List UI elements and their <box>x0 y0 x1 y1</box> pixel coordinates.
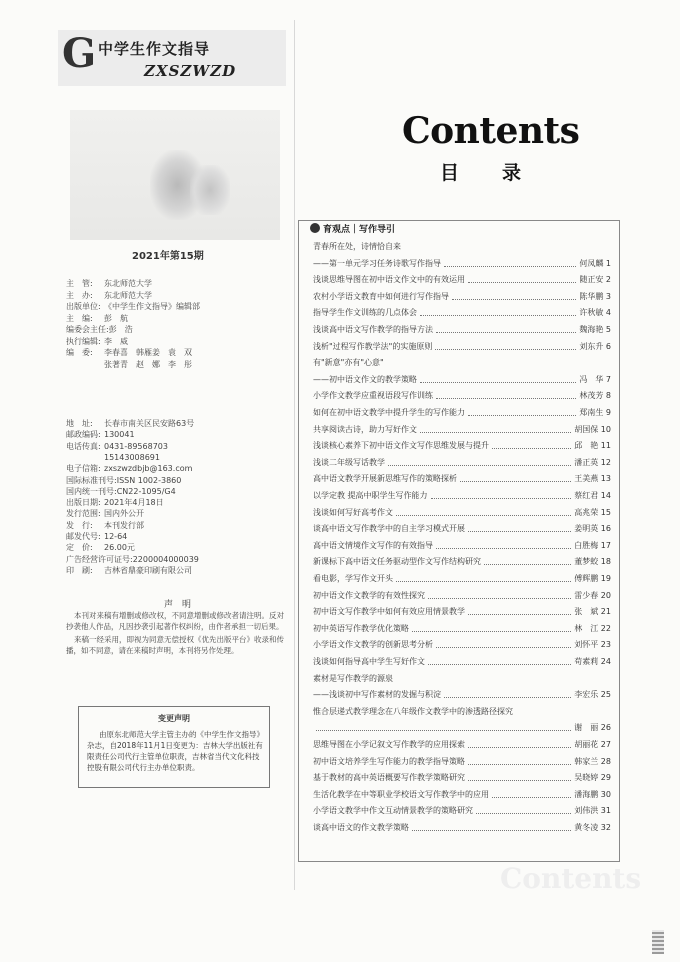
toc-entry-author-page: 黄冬凌 32 <box>574 823 611 832</box>
publish-label: 印 刷: <box>66 565 93 575</box>
publish-value: 15143008691 <box>104 452 160 462</box>
toc-leader-dots <box>460 481 571 482</box>
publish-value: 130041 <box>104 430 135 440</box>
credit-value: 彭 航 <box>104 313 128 323</box>
toc-entry-author-page: 董梦蛟 18 <box>574 557 611 567</box>
toc-entry-title: 浅谈如何写好高考作文 <box>313 507 393 517</box>
toc-entry-author-page: 林茂芳 8 <box>579 391 611 401</box>
toc-entry-author-page: 何凤麟 1 <box>579 258 611 268</box>
credit-row <box>66 278 152 289</box>
toc-entry <box>313 639 611 651</box>
toc-leader-dots <box>396 515 571 516</box>
toc-entry-title: 高中语文教学开展新思维写作的策略探析 <box>313 474 457 484</box>
toc-entry <box>313 606 611 618</box>
toc-entry <box>313 590 611 602</box>
publish-value: 0431-89568703 <box>104 441 168 451</box>
credit-value: 彭 浩 <box>108 325 133 334</box>
toc-entry-author-page: 苟素莉 24 <box>574 657 611 666</box>
toc-leader-dots <box>484 564 571 565</box>
toc-leader-dots <box>420 315 576 316</box>
toc-leader-dots <box>431 498 571 499</box>
publish-row <box>66 475 181 486</box>
toc-entry <box>313 241 611 253</box>
publish-label: 电话传真: <box>66 441 101 451</box>
toc-leader-dots <box>468 747 571 748</box>
toc-entry-author-page: 刘东升 6 <box>579 341 611 351</box>
section-badge-icon <box>310 223 320 233</box>
toc-entry-author-page: 林 江 22 <box>574 623 611 633</box>
toc-entry-title: 惟合层递式教学理念在八年级作文教学中的渗透路径探究 <box>313 706 513 716</box>
toc-leader-dots <box>396 581 571 582</box>
notice-paragraph: 来稿一经采用，即视为同意无偿授权《优先出版平台》收录和传播，如不同意，请在来稿时声明，本刊将另作处理。 <box>66 635 284 655</box>
toc-entry-title: 新课标下高中语文任务驱动型作文写作结构研究 <box>313 557 481 567</box>
toc-entry-title: 谈高中语文写作教学中的自主学习模式开展 <box>313 524 465 534</box>
toc-entry <box>313 291 611 303</box>
toc-leader-dots <box>468 614 571 615</box>
publish-value: 本刊发行部 <box>104 520 144 530</box>
toc-entry-author-page: 王美燕 13 <box>574 474 611 484</box>
toc-entry-author-page: 李宏乐 25 <box>574 690 611 700</box>
toc-entry-author-page: 刘伟洪 31 <box>574 806 611 816</box>
toc-entry-author-page: 刘怀平 23 <box>574 640 611 650</box>
toc-leader-dots <box>435 349 576 350</box>
credit-row <box>66 324 133 335</box>
publish-label: 出版日期: <box>66 498 101 508</box>
publish-label: 发 行: <box>66 520 93 530</box>
toc-entry-title: 浅析"过程写作教学法"的实施原则 <box>313 341 433 351</box>
toc-entry-title: 有"新意"亦有"心意" <box>313 358 384 368</box>
publish-label: 国内统一刊号: <box>66 486 117 496</box>
credit-row <box>66 347 192 358</box>
toc-leader-dots <box>444 266 576 267</box>
publish-row <box>66 520 144 531</box>
magazine-logo <box>58 30 286 86</box>
publish-value: 吉林省鼎豪印刷有限公司 <box>104 565 192 575</box>
publish-value: 2021年4月18日 <box>104 498 164 508</box>
toc-leader-dots <box>412 830 571 831</box>
contents-heading: Contents <box>402 110 580 152</box>
toc-entry-author-page: 胡丽花 27 <box>574 740 611 749</box>
credit-label: 编 委: <box>66 348 93 357</box>
toc-entry <box>313 324 611 336</box>
contents-watermark: Contents <box>500 862 642 895</box>
toc-leader-dots <box>468 764 571 765</box>
toc-entry-title: 小学语文作文教学的创新思考分析 <box>313 640 433 650</box>
publish-row <box>66 542 135 553</box>
toc-leader-dots <box>388 465 571 466</box>
credit-label: 主 办: <box>66 290 93 300</box>
publish-row <box>66 497 164 508</box>
credit-value: 东北师范大学 <box>104 279 152 288</box>
logo-letter: G <box>62 30 97 77</box>
credit-label: 执行编辑: <box>66 336 101 346</box>
toc-entry-title: 思维导图在小学记叙文写作教学的应用探索 <box>313 740 465 749</box>
toc-entry <box>313 341 611 353</box>
toc-leader-dots <box>412 631 571 632</box>
credit-row <box>66 301 200 312</box>
publish-value: 长春市南关区民安路63号 <box>104 419 195 428</box>
toc-leader-dots <box>476 813 571 814</box>
toc-entry-title: ——第一单元学习任务诗歌写作指导 <box>313 258 441 268</box>
toc-entry <box>313 390 611 402</box>
toc-entry <box>313 805 611 817</box>
toc-entry-title: 小学语文教学中作文互动情景教学的策略研究 <box>313 806 473 816</box>
credit-label: 出版单位: <box>66 302 101 311</box>
credit-row <box>66 336 128 347</box>
toc-entry-author-page: 潘正英 12 <box>574 457 611 467</box>
toc-entry-author-page: 白胜梅 17 <box>574 540 611 550</box>
change-notice-text: 由原东北师范大学主管主办的《中学生作文指导》杂志，自2018年11月1日变更为：吉林大学出版社有限责任公司代行主管单位职责，吉林省当代文化科技控股有限公司代行主办单位职责。 <box>87 730 264 772</box>
toc-leader-dots <box>436 332 576 333</box>
issue-number: 2021年第15期 <box>132 251 204 262</box>
toc-entry-title: 初中语文作文教学的有效性探究 <box>313 590 425 600</box>
toc-entry <box>313 440 611 452</box>
toc-entry <box>313 507 611 519</box>
toc-entry-author-page: 冯 华 7 <box>579 374 611 384</box>
toc-entry-author-page: 陈华鹏 3 <box>579 291 611 301</box>
publish-value: 12-64 <box>104 532 128 541</box>
toc-entry-author-page: 蔡红君 14 <box>574 491 611 500</box>
toc-entry <box>313 673 611 685</box>
publish-label: 地 址: <box>66 419 93 428</box>
toc-leader-dots <box>436 548 571 549</box>
toc-leader-dots <box>420 382 576 383</box>
toc-entry-author-page: 潘海鹏 30 <box>574 789 611 799</box>
credit-value: 李春喜 韩雁姜 袁 双 <box>104 348 192 357</box>
toc-entry-author-page: 高兆荣 15 <box>574 507 611 517</box>
credit-row <box>66 359 192 370</box>
toc-leader-dots <box>468 415 576 416</box>
publish-row <box>66 418 194 429</box>
toc-entry-author-page: 邱 艳 11 <box>574 441 611 451</box>
toc-entry-title: ——初中语文作文的教学策略 <box>313 374 417 384</box>
toc-leader-dots <box>468 282 576 283</box>
toc-entry-title: 青春所在处，诗情恰自来 <box>313 242 401 251</box>
publish-row <box>66 429 135 440</box>
toc-entry-author-page: 傅辉鹏 19 <box>574 574 611 583</box>
toc-entry <box>313 523 611 535</box>
toc-leader-dots <box>436 398 576 399</box>
toc-entry-title: 浅谈思维导图在初中语文作文中的有效运用 <box>313 275 465 285</box>
publish-row <box>66 565 192 576</box>
publish-row <box>66 554 199 565</box>
publish-label: 发行范围: <box>66 509 101 519</box>
change-notice-box <box>78 706 270 788</box>
publish-row <box>66 452 160 463</box>
change-notice-title: 变更声明 <box>158 714 190 723</box>
toc-leader-dots <box>452 299 576 300</box>
publish-value: 国内外公开 <box>104 509 144 519</box>
publish-label: 定 价: <box>66 543 93 553</box>
toc-entry <box>313 656 611 668</box>
toc-entry-author-page: 魏海艳 5 <box>579 325 611 334</box>
toc-entry-title: 如何在初中语文教学中提升学生的写作能力 <box>313 408 465 417</box>
toc-entry <box>313 490 611 502</box>
toc-leader-dots <box>436 647 571 648</box>
logo-english-name: ZXSZWZD <box>144 62 237 80</box>
toc-entry-author-page: 姜明英 16 <box>574 524 611 534</box>
toc-entry-title: 浅谈核心素养下初中语文作文写作思维发展与提升 <box>313 441 489 451</box>
publish-label: 电子信箱: <box>66 464 101 474</box>
toc-entry <box>313 258 611 270</box>
toc-entry <box>313 473 611 485</box>
credit-label: 主 管: <box>66 279 93 288</box>
toc-entry <box>313 689 611 701</box>
publish-label: 国际标准刊号: <box>66 475 117 485</box>
publish-value: 2200004000039 <box>132 554 199 564</box>
toc-leader-dots <box>420 432 571 433</box>
toc-entry-title: 浅谈如何指导高中学生写好作文 <box>313 657 425 666</box>
publish-row <box>66 486 176 497</box>
section-header <box>310 222 395 235</box>
credit-value: 张著青 赵 娜 李 彤 <box>104 359 192 369</box>
toc-leader-dots <box>468 531 571 532</box>
publish-row <box>66 463 192 474</box>
credit-label: 编委会主任: <box>66 325 109 334</box>
credit-value: 《中学生作文指导》编辑部 <box>104 302 200 311</box>
toc-entry-title: 农村小学语文教育中如何进行写作指导 <box>313 291 449 301</box>
toc-leader-dots <box>444 697 571 698</box>
publish-value: zxszwzdbjb@163.com <box>104 464 193 474</box>
toc-entry <box>313 407 611 419</box>
toc-entry <box>313 374 611 386</box>
toc-entry-author-page: 随正安 2 <box>579 275 611 285</box>
scan-artifact <box>652 930 664 954</box>
toc-entry-title: 初中语文写作教学中如何有效应用情景教学 <box>313 607 465 617</box>
toc-entry <box>313 457 611 469</box>
publish-row <box>66 441 168 452</box>
credit-label: 主 编: <box>66 313 93 323</box>
toc-leader-dots <box>428 598 571 599</box>
toc-entry-title: 素材是写作教学的源泉 <box>313 673 393 683</box>
credit-value: 李 威 <box>104 336 128 346</box>
toc-entry-author-page: 谢 丽 26 <box>574 723 611 733</box>
toc-entry-title: 小学作文教学应重视语段写作训练 <box>313 391 433 401</box>
publish-label: 邮政编码: <box>66 430 101 440</box>
publish-value: ISSN 1002-3860 <box>116 475 182 485</box>
toc-entry-title: 以学定教 提高中职学生写作能力 <box>313 491 428 500</box>
toc-entry-title: 初中语文培养学生写作能力的教学指导策略 <box>313 756 465 766</box>
cover-thumbnail <box>70 110 280 240</box>
toc-entry <box>313 540 611 552</box>
publish-row <box>66 508 144 519</box>
toc-entry-author-page: 雷少春 20 <box>574 590 611 600</box>
toc-entry-author-page: 郑南生 9 <box>579 408 611 417</box>
notice-paragraph: 本刊对来稿有增删或修改权，不同意增删或修改者请注明。反对抄袭他人作品，凡因抄袭引起著作权纠纷，由作者承担一切后果。 <box>66 611 284 631</box>
toc-entry <box>313 357 611 369</box>
credit-row <box>66 290 152 301</box>
section-title: 育观点｜写作导引 <box>323 225 396 235</box>
publish-value: 26.00元 <box>104 543 135 553</box>
toc-entry <box>313 739 611 751</box>
toc-entry <box>313 789 611 801</box>
toc-entry <box>313 274 611 286</box>
toc-entry-author-page: 许秋敏 4 <box>579 308 611 318</box>
toc-entry <box>313 424 611 436</box>
publish-label: 广告经营许可证号: <box>66 554 133 564</box>
toc-entry-author-page: 吴晓婷 29 <box>574 773 611 783</box>
toc-entry <box>313 706 611 718</box>
toc-entry-author-page: 胡国保 10 <box>574 424 611 434</box>
toc-entry-title: 高中语文情境作文写作的有效指导 <box>313 540 433 550</box>
toc-entry <box>313 772 611 784</box>
toc-entry-title: 共享阅读古诗，助力写好作文 <box>313 424 417 434</box>
notice-title: 声 明 <box>164 600 192 610</box>
toc-entry <box>313 822 611 834</box>
publish-label: 邮发代号: <box>66 532 101 541</box>
toc-entry <box>313 307 611 319</box>
logo-chinese-name: 中学生作文指导 <box>98 40 211 58</box>
toc-entry-title: 谈高中语文的作文教学策略 <box>313 823 409 832</box>
toc-leader-dots <box>316 730 571 731</box>
table-of-contents-heading: 目 录 <box>440 162 534 184</box>
credit-value: 东北师范大学 <box>104 290 152 300</box>
credit-row <box>66 313 128 324</box>
publish-value: CN22-1095/G4 <box>116 486 176 496</box>
toc-leader-dots <box>428 664 571 665</box>
toc-entry-title: 指导学生作文训练的几点体会 <box>313 308 417 318</box>
toc-entry <box>313 756 611 768</box>
cover-figure-secondary <box>190 165 230 215</box>
toc-entry-title: 看电影，学写作文开头 <box>313 574 393 583</box>
toc-entry-title: 生活化教学在中等职业学校语文写作教学中的应用 <box>313 789 489 799</box>
toc-entry <box>313 556 611 568</box>
toc-entry-title: 基于教材的高中英语概要写作教学策略研究 <box>313 773 465 783</box>
toc-leader-dots <box>492 797 571 798</box>
toc-entry <box>313 722 611 734</box>
toc-entry-title: 浅谈二年级写话教学 <box>313 457 385 467</box>
notice-text <box>66 610 288 658</box>
toc-entry-title: 初中英语写作教学优化策略 <box>313 623 409 633</box>
toc-leader-dots <box>468 780 571 781</box>
toc-entry-title: ——浅谈初中写作素材的发掘与积淀 <box>313 690 441 700</box>
toc-entry-author-page: 韩家兰 28 <box>574 756 611 766</box>
toc-entry <box>313 573 611 585</box>
toc-entry <box>313 623 611 635</box>
toc-entry-author-page: 张 斌 21 <box>574 607 611 617</box>
toc-entry-title: 浅谈高中语文写作教学的指导方法 <box>313 325 433 334</box>
toc-leader-dots <box>492 448 571 449</box>
publish-row <box>66 531 127 542</box>
